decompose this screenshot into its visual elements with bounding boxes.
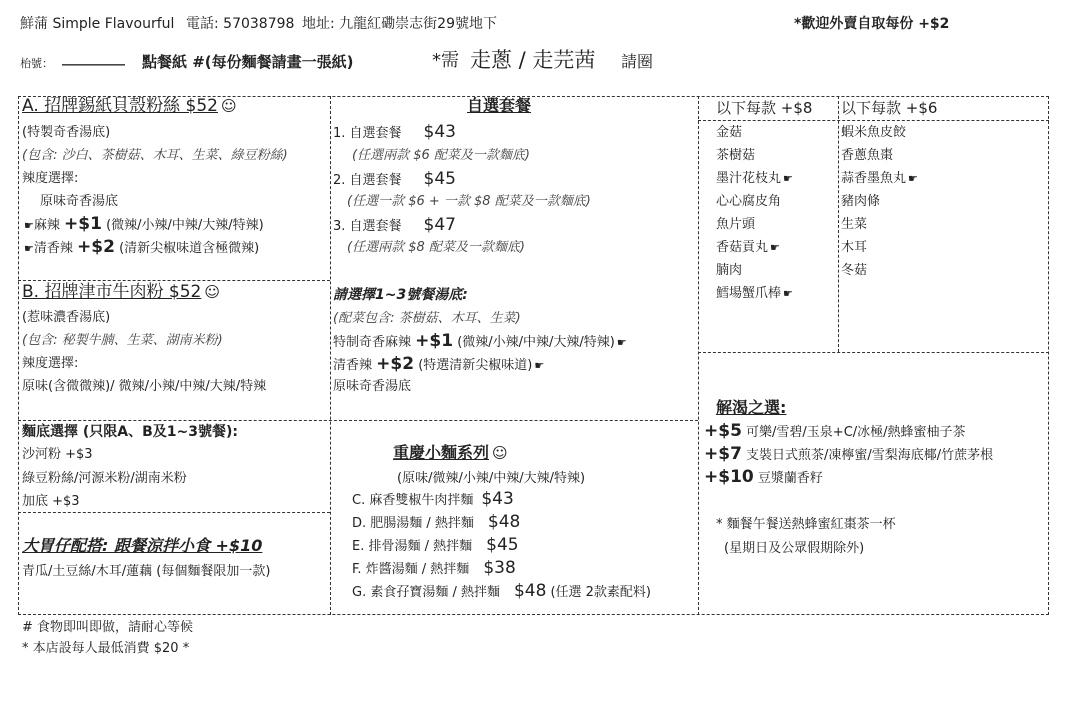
noodle-title: 麵底選擇 (只限A、B及1~3號餐): — [22, 424, 238, 440]
divider — [18, 512, 330, 513]
section-b-title: B. 招牌津市牛肉粉 $52 ☺ — [22, 282, 220, 302]
section-b-soup: (惹味濃香湯底) — [22, 310, 111, 325]
takeaway-note: *歡迎外賣自取每份 +$2 — [794, 16, 950, 32]
drinks-title: 解渴之選: — [716, 398, 787, 417]
cq-item[interactable] — [352, 490, 514, 510]
no-onion-options[interactable]: 走蔥 / 走芫茜 — [470, 48, 596, 72]
section-a-title: A. 招牌錫紙貝殼粉絲 $52 ☺ — [22, 96, 237, 116]
drink-note: (星期日及公眾假期除外) — [724, 541, 865, 556]
cq-title: 重慶小麵系列 ☺ — [393, 443, 508, 462]
divider — [838, 96, 839, 352]
smile-icon: ☺ — [204, 283, 220, 301]
cq-item-price: $38 — [483, 558, 516, 578]
combo-3-desc: (任選兩款 $8 配菜及一款麵底) — [347, 240, 525, 255]
address: 地址: 九龍紅磡崇志街29號地下 — [302, 16, 497, 32]
section-a-includes: (包含: 沙白、茶樹菇、木耳、生菜、綠豆粉絲) — [22, 148, 288, 163]
section-a-spice-label: 辣度選擇: — [22, 171, 79, 186]
hand-icon: ☛ — [24, 219, 34, 232]
side8-item[interactable]: 心心腐皮角 — [716, 194, 782, 209]
section-a-option[interactable]: 原味奇香湯底 — [40, 194, 119, 209]
section-a-option[interactable]: ☛麻辣 +$1 (微辣/小辣/中辣/大辣/特辣) — [24, 214, 264, 234]
table-label: 枱號： — [20, 57, 53, 70]
cq-item-name: G. 素食孖寶湯麵 / 熱拌麵 — [352, 585, 500, 600]
combo-soup-option[interactable]: 特制奇香麻辣 +$1 (微辣/小辣/中辣/大辣/特辣) ☛ — [333, 331, 627, 351]
divider — [698, 352, 1049, 353]
hand-icon: ☛ — [534, 359, 545, 372]
side6-item[interactable]: 蒜香墨魚丸 ☛ — [841, 171, 918, 186]
combo-title: 自選套餐 — [467, 96, 532, 115]
drink-option[interactable]: +$5 可樂/雪碧/玉泉+C/冰極/熱蜂蜜柚子茶 — [704, 421, 966, 441]
footer-note: * 本店設每人最低消費 $20 * — [22, 641, 190, 656]
side8-item[interactable]: 金菇 — [716, 125, 743, 140]
side8-item[interactable]: 鱈場蟹爪棒 ☛ — [716, 286, 793, 301]
drink-option[interactable]: +$7 支裝日式煎茶/凍檸蜜/雪梨海底椰/竹蔗茅根 — [704, 444, 994, 464]
drink-option[interactable]: +$10 豆漿蘭香籽 — [704, 467, 823, 487]
section-b-includes: (包含: 秘製牛腩、生菜、湖南米粉) — [22, 333, 223, 348]
noodle-option[interactable]: 沙河粉 +$3 — [22, 447, 93, 462]
combo-soup-option[interactable]: 原味奇香湯底 — [333, 379, 412, 394]
cq-item[interactable] — [352, 582, 651, 602]
section-b-spice-label: 辣度選擇: — [22, 356, 79, 371]
divider — [330, 96, 331, 615]
hand-icon: ☛ — [783, 287, 793, 300]
side6-item[interactable]: 豬肉條 — [841, 194, 881, 209]
cq-item-price: $43 — [481, 489, 514, 509]
divider — [18, 420, 698, 421]
section-b-options[interactable]: 原味(含微微辣)/ 微辣/小辣/中辣/大辣/特辣 — [22, 379, 267, 394]
side8-item[interactable]: 茶樹菇 — [716, 148, 756, 163]
side6-item[interactable]: 木耳 — [841, 240, 868, 255]
combo-1[interactable]: 1. 自選套餐 $43 — [333, 122, 456, 142]
hand-icon: ☛ — [770, 241, 780, 254]
combo-2[interactable]: 2. 自選套餐 $45 — [333, 169, 456, 189]
cq-item-name: D. 肥腸湯麵 / 熱拌麵 — [352, 516, 474, 531]
combo-soup-title: 請選擇1~3號餐湯底: — [333, 287, 468, 303]
divider — [698, 96, 699, 615]
cq-item-price: $45 — [486, 535, 519, 555]
combo-3[interactable]: 3. 自選套餐 $47 — [333, 215, 456, 235]
order-title: 點餐紙 #(每份麵餐請畫一張紙) — [142, 53, 354, 71]
section-a-soup: (特製奇香湯底) — [22, 125, 111, 140]
cq-item-name: C. 麻香雙椒牛肉拌麵 — [352, 493, 474, 508]
side6-item[interactable]: 冬菇 — [841, 263, 868, 278]
side8-item[interactable]: 香菇貢丸 ☛ — [716, 240, 780, 255]
cq-item[interactable] — [352, 559, 516, 579]
drink-note: * 麵餐午餐送熱蜂蜜紅棗茶一杯 — [716, 517, 896, 532]
smile-icon: ☺ — [492, 444, 508, 462]
side8-item[interactable]: 腩肉 — [716, 263, 743, 278]
cq-item[interactable] — [352, 513, 520, 533]
cq-item-name: E. 排骨湯麵 / 熱拌麵 — [352, 539, 473, 554]
side6-item[interactable]: 蝦米魚皮餃 — [841, 125, 907, 140]
noodle-option[interactable]: 綠豆粉絲/河源米粉/湖南米粉 — [22, 471, 187, 486]
hand-icon: ☛ — [616, 336, 627, 349]
hand-icon: ☛ — [24, 242, 34, 255]
footer-note: # 食物即叫即做，請耐心等候 — [22, 620, 194, 635]
cq-spice: (原味/微辣/小辣/中辣/大辣/特辣) — [397, 471, 586, 486]
divider — [698, 120, 1049, 121]
section-a-option[interactable]: ☛清香辣 +$2 (清新尖椒味道含極微辣) — [24, 237, 260, 257]
noodle-option[interactable]: 加底 +$3 — [22, 494, 80, 509]
shop-name: 鮮蒲 Simple Flavourful — [20, 16, 175, 32]
combo-2-desc: (任選一款 $6 + 一款 $8 配菜及一款麵底) — [347, 194, 591, 209]
no-onion-prefix: *需 — [432, 50, 459, 71]
side8-item[interactable]: 墨汁花枝丸 ☛ — [716, 171, 793, 186]
side-dish-items[interactable]: 青瓜/土豆絲/木耳/蓮藕 (每個麵餐限加一款) — [22, 564, 271, 579]
combo-1-desc: (任選兩款 $6 配菜及一款麵底) — [352, 148, 530, 163]
side6-item[interactable]: 生菜 — [841, 217, 868, 232]
side8-title: 以下每款 +$8 — [716, 99, 813, 117]
hand-icon: ☛ — [783, 172, 793, 185]
smile-icon: ☺ — [221, 97, 237, 115]
phone: 電話: 57038798 — [186, 16, 295, 32]
circle-note: 請圈 — [621, 52, 654, 71]
cq-item-name: F. 炸醬湯麵 / 熱拌麵 — [352, 562, 470, 577]
hand-icon: ☛ — [908, 172, 918, 185]
side6-item[interactable]: 香蔥魚棗 — [841, 148, 894, 163]
combo-soup-option[interactable]: 清香辣 +$2 (特選清新尖椒味道) ☛ — [333, 354, 545, 374]
combo-soup-includes: (配菜包含: 茶樹菇、木耳、生菜) — [333, 311, 521, 326]
cq-item-note: (任選 2款素配料) — [550, 585, 651, 600]
cq-item-price: $48 — [487, 512, 521, 532]
table-blank[interactable]: _________ — [62, 50, 125, 66]
side8-item[interactable]: 魚片頭 — [716, 217, 756, 232]
cq-item[interactable] — [352, 536, 519, 556]
side6-title: 以下每款 +$6 — [841, 99, 938, 117]
divider — [18, 280, 330, 281]
side-dish-title: 大胃仔配搭: 跟餐涼拌小食 +$10 — [22, 536, 263, 555]
cq-item-price: $48 — [513, 581, 547, 601]
